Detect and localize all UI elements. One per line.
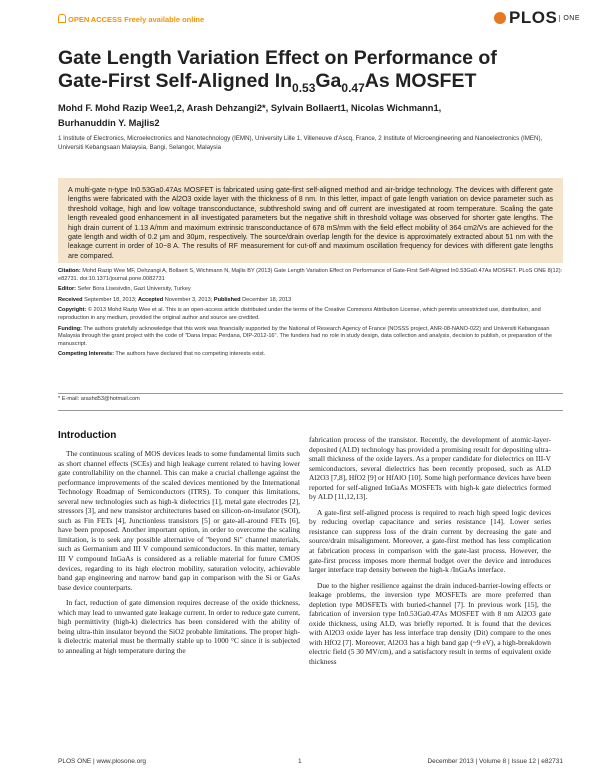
funding-text: The authors gratefully acknowledge that this work was financially supported by the National of Research Agency of France (NOSSS project, ANR-08-NANO-022) and Universiti Kebangsaan Malaysia through the grant project with the code of "Dana Impac Perdana, DIP-2012-16". The funders had no role in study design, data collection and analysis, decision to publish, or preparation of the manuscript. — [58, 325, 552, 347]
funding — [58, 326, 563, 349]
divider-line — [58, 393, 563, 394]
freely-available-label: Freely available online — [124, 15, 205, 24]
competing-label: Competing Interests: — [58, 351, 114, 358]
received-date: September 18, 2013; — [84, 296, 137, 303]
accepted-label: Accepted — [137, 296, 164, 303]
abstract-box — [58, 178, 563, 263]
author-list — [58, 101, 558, 131]
right-column — [309, 435, 551, 673]
corresponding-email[interactable]: * E-mail: arashd53@hotmail.com — [58, 396, 140, 402]
editor — [58, 286, 563, 294]
body-paragraph: The continuous scaling of MOS devices leads to some fundamental limits such as short channel effects (SCEs) and high leakage current related to having lower gate controllability on the channel. This can make a crucial challenge against the performance improvements of the scaled devices mentioned by the International Technology Roadmap of Semiconductors (ITRS). To conquer this limitations, several new technologies such as high-k dielectrics [1], metal gate electrodes [2], stressors [3], and new transistor architectures based on silicon-on-insulator (SOI), such as Fin FETs [4], Junctionless transistors [5] or gate-all-around FETs [6], have been proposed. Another important option, in order to overcome the scaling limitation, is to seek any possible alternative of "beyond Si" channel materials, such as Germanium and III V compound semiconductors. In this matter, ternary III V compound InGaAs is considered as a reliable material for future CMOS devices, regarding to its high electron mobility, saturation velocity, achievable band gap engineering and narrow band gap in comparison with the Si or GaAs base device counterparts. — [58, 449, 300, 592]
page-number: 1 — [298, 758, 302, 765]
accepted-date: November 3, 2013; — [164, 296, 213, 303]
title-line-2a: Gate-First Self-Aligned In — [58, 70, 293, 92]
divider-line — [58, 410, 563, 411]
authors-line-2: Burhanuddin Y. Majlis2 — [58, 118, 160, 128]
received-label: Received — [58, 296, 83, 303]
title-line-1: Gate Length Variation Effect on Performance of — [58, 47, 497, 69]
citation-label: Citation: — [58, 268, 81, 274]
plos-one-logo[interactable] — [494, 8, 580, 28]
body-paragraph: A gate-first self-aligned process is required to reach high speed logic devices by reducing overlap capacitance and series resistance [14]. Lower series resistance can suppress loss of the drain current by decreasing the gate and source/drain misalignment. Moreover, a gate-first method has less complication at fabrication process in comparison with the gate-last process. However, the gate-first process imposes more thermal budget over the device and introduces larger interface trap density between the high-k /InGaAs interface. — [309, 507, 551, 575]
article-metadata — [58, 268, 563, 362]
copyright — [58, 307, 563, 322]
plos-logo-icon — [494, 12, 506, 24]
footer-journal-url[interactable]: PLOS ONE | www.plosone.org — [58, 758, 147, 765]
editor-text: Sefer Bora Lisesivdin, Gazi University, Turkey — [77, 286, 191, 293]
access-word: ACCESS — [90, 15, 123, 24]
citation-text[interactable]: Mohd Razip Wee MF, Dehzangi A, Bollaert S, Wichmann N, Majlis BY (2013) Gate Length Variation Effect on Performance of Gate-First Self-Aligned In0.53Ga0.47As MOSFET. PLoS ONE 8(12): e82731. doi:10.1371/journal.pone.0082731 — [58, 268, 563, 282]
citation — [58, 268, 563, 283]
body-paragraph: In fact, reduction of gate dimension requires decrease of the oxide thickness, which may lead to unwanted gate leakage current. In order to reduce gate current, high permittivity (high-k) dielectrics has been considered with the ability of being ultra-thin insulator beyond the SiO2 probable limitations. The proper high-k dielectric material must be thermally stable up to 1000 °C since it is subjected to annealing at high temperature during the — [58, 598, 300, 655]
competing-interests — [58, 351, 563, 359]
one-logo-text: ONE — [559, 15, 580, 22]
journal-header — [58, 8, 580, 32]
published-label: Published — [213, 296, 241, 303]
competing-text: The authors have declared that no competing interests exist. — [115, 351, 266, 358]
introduction-heading: Introduction — [58, 430, 117, 441]
dates — [58, 297, 563, 305]
authors-line-1: Mohd F. Mohd Razip Wee1,2, Arash Dehzangi2*, Sylvain Bollaert1, Nicolas Wichmann1, — [58, 103, 442, 113]
plos-logo-text: PLOS — [509, 8, 558, 27]
funding-label: Funding: — [58, 325, 82, 332]
copyright-text: © 2013 Mohd Razip Wee et al. This is an open-access article distributed under the terms of the Creative Commons Attribution License, which permits unrestricted use, distribution, and reproduction in any medium, provided the original author and source are credited. — [58, 307, 541, 321]
title-line-2c: As MOSFET — [364, 70, 477, 92]
open-word: OPEN — [68, 15, 90, 24]
open-access-badge[interactable] — [58, 14, 204, 24]
body-paragraph: fabrication process of the transistor. Recently, the development of atomic-layer-deposited (ALD) technology has provided a promising result for depositing ultra-small thickness of the oxide layers. As a proper candidate for dielectrics on III-V semiconductors, several dielectrics has been recently proposed, such as ALD Al2O3 [7,8], HfO2 [9] or HfAlO [10]. Some high performance devices have been reported for self-aligned InGaAs MOSFETs with high-k gate dielectrics formed by ALD [11,12,13]. — [309, 435, 551, 502]
left-column — [58, 430, 300, 661]
footer-issue-info: December 2013 | Volume 8 | Issue 12 | e82731 — [427, 758, 563, 765]
published-date: December 18, 2013 — [242, 296, 292, 303]
open-lock-icon — [58, 14, 66, 23]
title-line-2b: Ga — [315, 70, 342, 92]
editor-label: Editor: — [58, 286, 77, 293]
abstract-text: A multi-gate n-type In0.53Ga0.47As MOSFET is fabricated using gate-first self-aligned method and air-bridge technology. The devices with different gate lengths were fabricated with the Al2O3 oxide layer with the thickness of 8 nm. In this letter, impact of gate length variation on device parameter such as threshold voltage, high and low voltage transconductance, subthreshold swing and off current are investigated at room temperature. Scaling the gate length revealed good enhancement in all investigated parameters but the negative shift in threshold voltage was observed for shorter gate lengths. The high drain current of 1.13 A/mm and maximum extrinsic transconductance of 678 mS/mm with the field effect mobility of 364 cm2/Vs are achieved for the gate length and width of 0.2 μm and 30μm, respectively. The source/drain overlap length for the device is approximately extracted about 51 nm with the leakage current in order of 10−8 A. The results of RF measurement for cut-off and maximum oscillation frequency for devices with different gate lengths are compared. — [68, 186, 553, 260]
copyright-label: Copyright: — [58, 307, 87, 314]
body-paragraph: Due to the higher resilience against the drain induced-barrier-lowing effects or leakage problems, the inversion type MOSFETs are more preferred than depletion type MOSFETs with buried-channel [7]. In previous work [15], the fabrication of inversion type In0.53Ga0.47As MOSFET with 8 nm Al2O3 gate oxide thickness, using ALD, was briefly reported. It is found that the devices with Al2O3 oxide layer has less interface trap density (Dit) compare to the ones with HfO2 [7]. Moreover, Al2O3 has a high band gap (~9 eV), a high-breakdown electric field (5 30 MV/cm), and a satisfactory result in terms of equivalent oxide thickness — [309, 580, 551, 667]
title-subscript-1: 0.53 — [292, 80, 316, 95]
article-title — [58, 47, 558, 100]
title-subscript-2: 0.47 — [341, 80, 365, 95]
affiliations: 1 Institute of Electronics, Microelectronics and Nanotechnology (IEMN), University Lille 1, Villeneuve d'Ascq, France, 2 Institute of Microengineering and Nanoelectronics (IMEN), Universiti Kebangsaan Malaysia, Bangi, Selangor, Malaysia — [58, 135, 543, 151]
